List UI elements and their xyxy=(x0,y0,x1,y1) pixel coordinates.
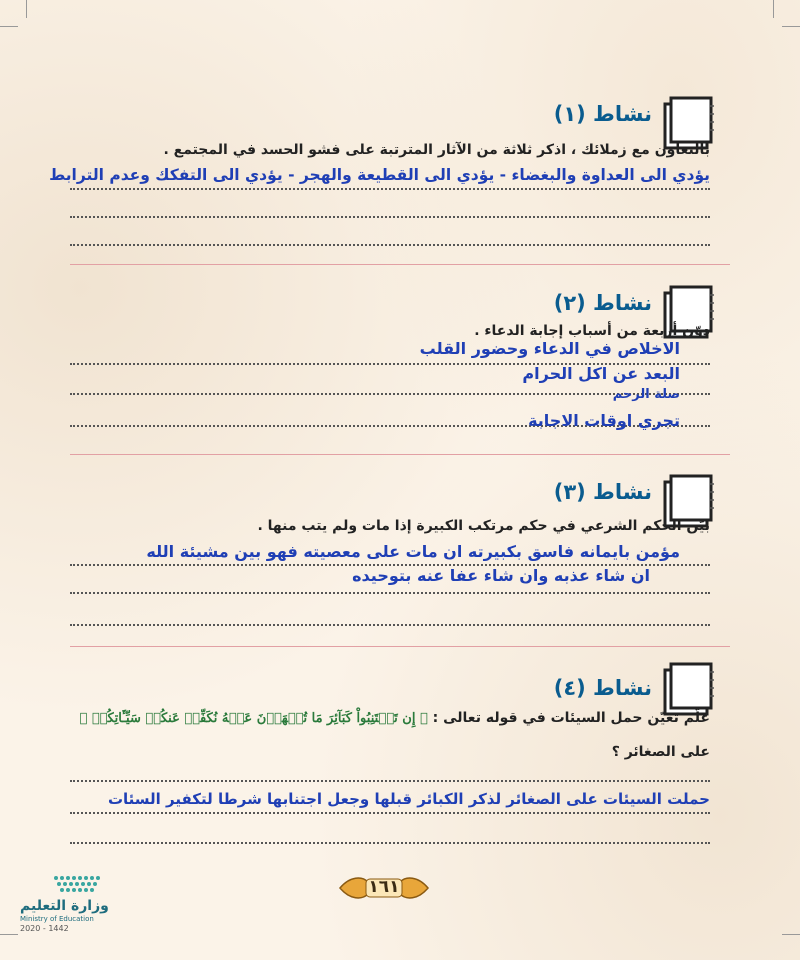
activity-instruction: بيّن الحكم الشرعي في حكم مرتكب الكبيرة إذا مات ولم يتب منها . xyxy=(257,518,710,534)
activity-instruction: بالتعاون مع زملائك ، اذكر ثلاثة من الآثار المترتبة على فشو الحسد في المجتمع . xyxy=(163,142,710,158)
crop-mark xyxy=(782,934,800,935)
activity-title: نشاط (١) xyxy=(553,102,652,126)
ministry-logo xyxy=(20,874,130,934)
answer-text: الاخلاص في الدعاء وحضور القلب xyxy=(419,339,680,358)
answer-line xyxy=(70,812,710,814)
activity-instruction: دوّن أربعة من أسباب إجابة الدعاء . xyxy=(474,323,710,339)
answer-line xyxy=(70,592,710,594)
instruction-text: علّم تعيّن حمل السيئات في قوله تعالى : xyxy=(432,710,710,726)
answer-text: صلة الرحم xyxy=(612,387,680,402)
crop-mark xyxy=(782,26,800,27)
page-number-badge xyxy=(336,872,432,904)
answer-line xyxy=(70,216,710,218)
crop-mark xyxy=(0,26,18,27)
quran-verse: ﴿ إِن تَجۡتَنِبُواْ كَبَآئِرَ مَا تُنۡهَوۡنَ عَنۡهُ نُكَفِّرۡ عَنكُمۡ سَيِّـَٔاتِكُمۡ ﴾ xyxy=(79,711,428,726)
logo-english: Ministry of Education xyxy=(20,915,94,923)
crop-mark xyxy=(0,934,18,935)
activity-instruction xyxy=(80,710,710,726)
crop-mark xyxy=(773,0,774,18)
activity-4 xyxy=(70,662,710,842)
activity-title: نشاط (٣) xyxy=(553,480,652,504)
section-divider xyxy=(70,264,730,265)
logo-dots-icon xyxy=(52,874,112,896)
answer-line xyxy=(70,244,710,246)
answer-text: حملت السيئات على الصغائر لذكر الكبائر قبلها وجعل اجتنابها شرطا لتكفير السئات xyxy=(107,790,710,808)
answer-line xyxy=(70,624,710,626)
page-number: ١٦١ xyxy=(368,877,400,897)
answer-line xyxy=(70,780,710,782)
section-divider xyxy=(70,646,730,647)
activity-2 xyxy=(70,285,710,445)
section-divider xyxy=(70,454,730,455)
activity-title: نشاط (٤) xyxy=(553,676,652,700)
answer-text: مؤمن بايمانه فاسق بكبيرته ان مات على معصيته فهو بين مشيئة الله xyxy=(146,542,680,561)
logo-arabic: وزارة التعليم xyxy=(20,898,109,914)
crop-mark xyxy=(26,0,27,18)
answer-text: ان شاء عذبه وان شاء عفا عنه بتوحيده xyxy=(352,566,650,585)
activity-1 xyxy=(49,96,710,256)
activity-3 xyxy=(70,474,710,634)
answer-text: تجري اوقات الاجابة xyxy=(528,411,680,430)
answer-line xyxy=(70,842,710,844)
answer-text: البعد عن اكل الحرام xyxy=(522,364,680,383)
logo-year: 2020 - 1442 xyxy=(20,924,69,933)
answer-text: يؤدي الى العداوة والبغضاء - يؤدي الى القطيعة والهجر - يؤدي الى التفكك وعدم الترابط xyxy=(49,166,710,184)
activity-instruction-continued: على الصغائر ؟ xyxy=(611,744,710,760)
answer-line xyxy=(70,188,710,190)
activity-title: نشاط (٢) xyxy=(553,291,652,315)
